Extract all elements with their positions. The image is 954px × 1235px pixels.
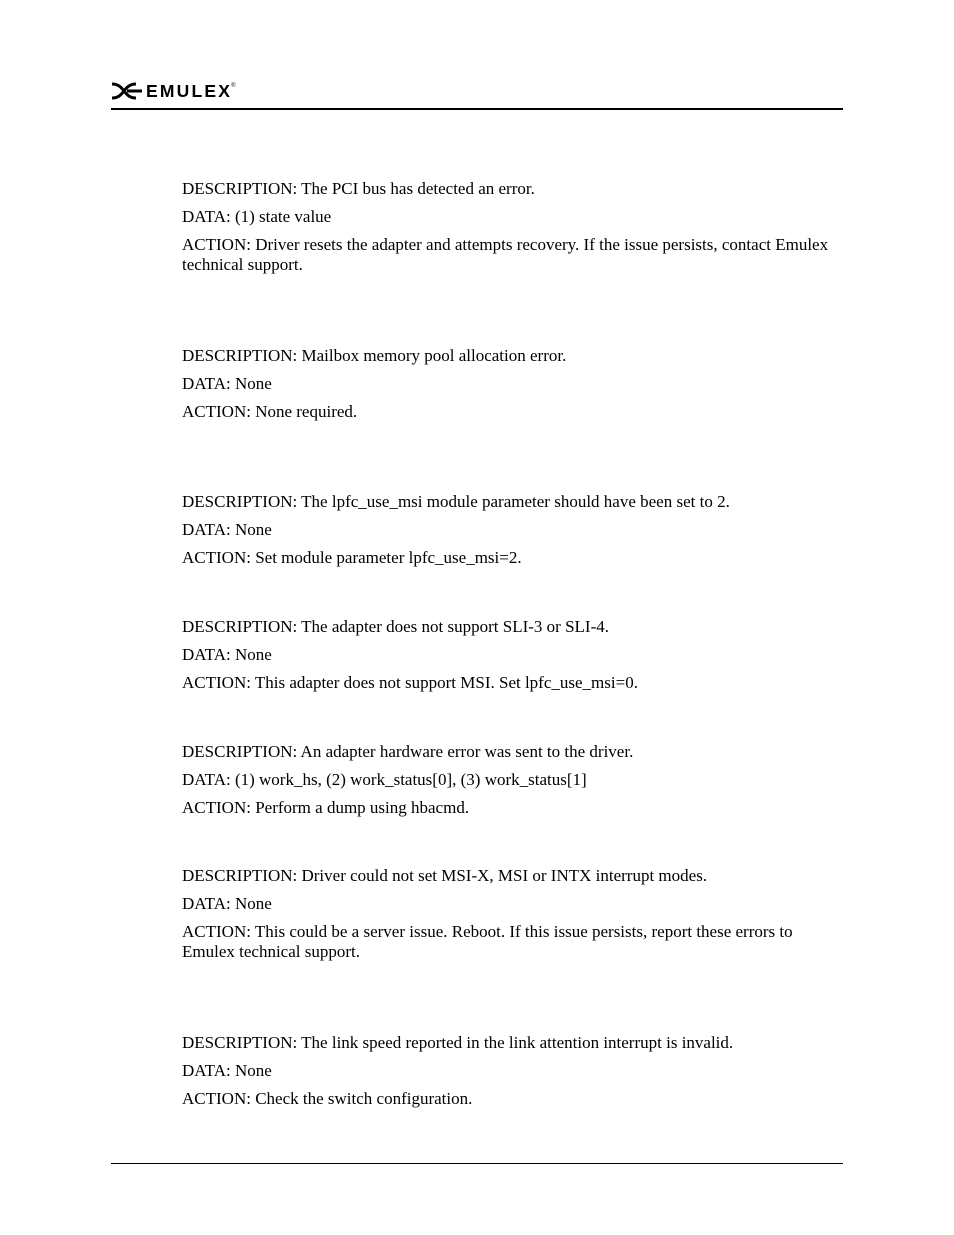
- message-description: DESCRIPTION: Mailbox memory pool allocation error.: [182, 346, 567, 365]
- message-action: ACTION: Check the switch configuration.: [182, 1089, 473, 1108]
- message-description: DESCRIPTION: The link speed reported in the link attention interrupt is invalid.: [182, 1033, 734, 1052]
- message-action: ACTION: This could be a server issue. Reboot. If this issue persists, report these errors to Emulex technical support.: [182, 922, 793, 961]
- message-action: ACTION: None required.: [182, 402, 358, 421]
- message-action: ACTION: Perform a dump using hbacmd.: [182, 798, 470, 817]
- message-data: DATA: None: [182, 1061, 272, 1080]
- message-description: DESCRIPTION: Driver could not set MSI-X, MSI or INTX interrupt modes.: [182, 866, 708, 885]
- message-description: DESCRIPTION: The lpfc_use_msi module parameter should have been set to 2.: [182, 492, 730, 511]
- emulex-logo-icon: [111, 82, 143, 100]
- message-description: DESCRIPTION: The PCI bus has detected an error.: [182, 179, 535, 198]
- message-data: DATA: None: [182, 894, 272, 913]
- footer-divider: [111, 1163, 843, 1164]
- message-entry: [182, 866, 847, 970]
- header-divider: [111, 108, 843, 110]
- message-data: DATA: (1) state value: [182, 207, 332, 226]
- message-entry: [182, 179, 847, 283]
- message-data: DATA: (1) work_hs, (2) work_status[0], (3) work_status[1]: [182, 770, 587, 789]
- message-data: DATA: None: [182, 520, 272, 539]
- message-entry: [182, 492, 847, 576]
- message-entry: [182, 742, 847, 826]
- page-header: [111, 78, 843, 110]
- message-data: DATA: None: [182, 645, 272, 664]
- message-description: DESCRIPTION: The adapter does not support SLI-3 or SLI-4.: [182, 617, 609, 636]
- message-entry: [182, 617, 847, 701]
- trademark-mark: ®: [231, 83, 236, 89]
- message-entry: [182, 1033, 847, 1117]
- message-action: ACTION: Set module parameter lpfc_use_msi=2.: [182, 548, 522, 567]
- message-entry: [182, 346, 847, 430]
- logo-text: EMULEX: [146, 81, 233, 101]
- message-action: ACTION: This adapter does not support MSI. Set lpfc_use_msi=0.: [182, 673, 638, 692]
- message-action: ACTION: Driver resets the adapter and attempts recovery. If the issue persists, contact Emulex technical support.: [182, 235, 829, 274]
- message-data: DATA: None: [182, 374, 272, 393]
- message-description: DESCRIPTION: An adapter hardware error was sent to the driver.: [182, 742, 634, 761]
- emulex-logo: [111, 81, 236, 101]
